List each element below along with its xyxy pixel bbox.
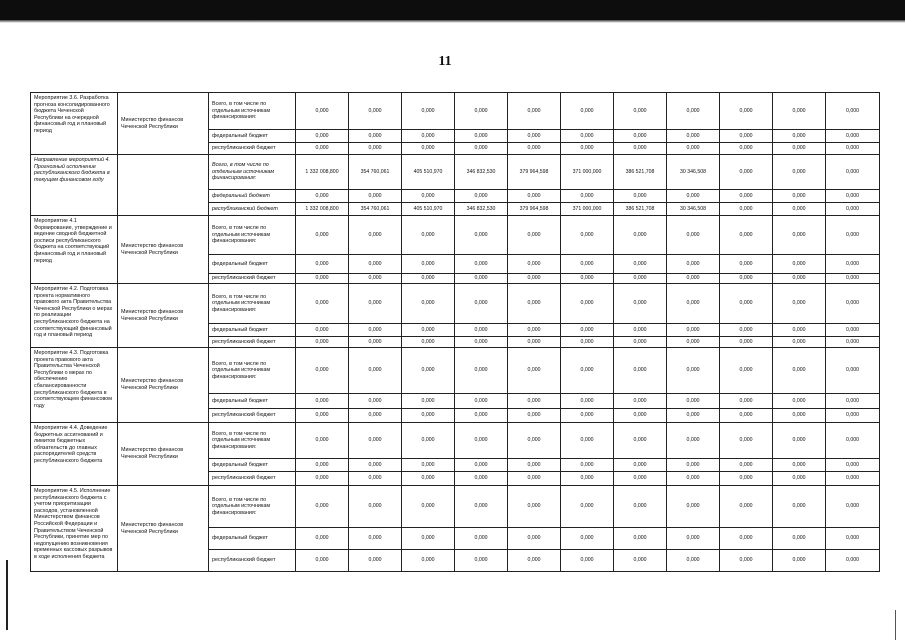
amount-cell: 0,000	[614, 486, 667, 528]
amount-cell: 405 510,970	[402, 203, 455, 216]
event-name-cell: Мероприятие 4.1 Формирование, утверждение и ведение сводной бюджетной росписи республиканского бюджета на соответствующий финансовый год и плановый период	[31, 216, 118, 284]
amount-cell: 371 000,000	[561, 155, 614, 190]
amount-cell: 0,000	[561, 423, 614, 459]
amount-cell: 379 964,598	[508, 203, 561, 216]
amount-cell: 0,000	[349, 130, 402, 143]
amount-cell: 0,000	[455, 93, 508, 130]
funding-source-cell: республиканский бюджет	[209, 550, 296, 572]
amount-cell: 0,000	[296, 528, 349, 550]
amount-cell: 346 832,530	[455, 155, 508, 190]
funding-source-cell: Всего, в том числе по отдельным источникам финансирования:	[209, 486, 296, 528]
funding-source-cell: республиканский бюджет	[209, 472, 296, 486]
amount-cell: 0,000	[614, 459, 667, 472]
amount-cell: 0,000	[614, 337, 667, 348]
amount-cell: 0,000	[402, 486, 455, 528]
amount-cell: 0,000	[720, 528, 773, 550]
amount-cell: 0,000	[508, 423, 561, 459]
amount-cell: 0,000	[402, 284, 455, 324]
amount-cell: 0,000	[667, 130, 720, 143]
executor-cell	[118, 155, 209, 216]
amount-cell: 0,000	[720, 348, 773, 394]
amount-cell: 0,000	[455, 255, 508, 274]
amount-cell: 0,000	[561, 486, 614, 528]
amount-cell: 0,000	[349, 324, 402, 337]
amount-cell: 386 521,708	[614, 203, 667, 216]
amount-cell: 0,000	[296, 274, 349, 284]
amount-cell: 0,000	[349, 550, 402, 572]
amount-cell: 0,000	[508, 337, 561, 348]
amount-cell: 0,000	[455, 284, 508, 324]
amount-cell: 0,000	[402, 550, 455, 572]
amount-cell: 0,000	[826, 337, 880, 348]
table-row	[31, 284, 880, 324]
amount-cell: 0,000	[349, 274, 402, 284]
amount-cell: 0,000	[773, 348, 826, 394]
table-row	[31, 423, 880, 459]
amount-cell: 0,000	[296, 143, 349, 155]
amount-cell: 0,000	[402, 528, 455, 550]
amount-cell: 0,000	[826, 190, 880, 203]
amount-cell: 0,000	[402, 190, 455, 203]
amount-cell: 0,000	[826, 203, 880, 216]
amount-cell: 0,000	[826, 284, 880, 324]
amount-cell: 30 346,508	[667, 155, 720, 190]
amount-cell: 0,000	[720, 255, 773, 274]
amount-cell: 0,000	[614, 550, 667, 572]
amount-cell: 30 346,508	[667, 203, 720, 216]
executor-cell: Министерство финансов Чеченской Республики	[118, 93, 209, 155]
amount-cell: 0,000	[349, 284, 402, 324]
funding-source-cell: Всего, в том числе по отдельным источникам финансирования:	[209, 216, 296, 255]
amount-cell: 0,000	[773, 93, 826, 130]
table-row	[31, 486, 880, 528]
amount-cell: 0,000	[349, 216, 402, 255]
amount-cell: 0,000	[455, 394, 508, 409]
page-number: 11	[438, 54, 452, 69]
amount-cell: 0,000	[826, 486, 880, 528]
amount-cell: 0,000	[614, 143, 667, 155]
scan-right-edge-mark	[895, 610, 896, 640]
amount-cell: 0,000	[508, 190, 561, 203]
amount-cell: 0,000	[667, 190, 720, 203]
table-row	[31, 93, 880, 130]
amount-cell: 0,000	[667, 486, 720, 528]
amount-cell: 0,000	[826, 550, 880, 572]
amount-cell: 0,000	[773, 324, 826, 337]
amount-cell: 0,000	[826, 472, 880, 486]
amount-cell: 0,000	[720, 550, 773, 572]
amount-cell: 0,000	[455, 337, 508, 348]
amount-cell: 0,000	[561, 284, 614, 324]
amount-cell: 0,000	[402, 459, 455, 472]
amount-cell: 0,000	[349, 486, 402, 528]
funding-source-cell: федеральный бюджет	[209, 130, 296, 143]
amount-cell: 0,000	[614, 423, 667, 459]
amount-cell: 0,000	[667, 284, 720, 324]
scan-top-border	[0, 0, 905, 20]
table-body	[31, 93, 880, 572]
amount-cell: 0,000	[773, 423, 826, 459]
amount-cell: 0,000	[826, 143, 880, 155]
amount-cell: 0,000	[455, 423, 508, 459]
event-name-cell: Мероприятие 4.2. Подготовка проекта нормативного правового акта Правительства Чеченской Республики о мерах по реализации республиканского бюджета на соответствующий финансовый год и плановый период	[31, 284, 118, 348]
amount-cell: 0,000	[296, 284, 349, 324]
amount-cell: 0,000	[455, 143, 508, 155]
amount-cell: 0,000	[508, 348, 561, 394]
amount-cell: 0,000	[720, 486, 773, 528]
funding-source-cell: федеральный бюджет	[209, 528, 296, 550]
funding-source-cell: федеральный бюджет	[209, 190, 296, 203]
amount-cell: 0,000	[773, 459, 826, 472]
amount-cell: 0,000	[402, 337, 455, 348]
amount-cell: 0,000	[561, 190, 614, 203]
amount-cell: 0,000	[561, 93, 614, 130]
amount-cell: 0,000	[349, 337, 402, 348]
amount-cell: 0,000	[402, 472, 455, 486]
amount-cell: 0,000	[826, 423, 880, 459]
amount-cell: 0,000	[296, 190, 349, 203]
amount-cell: 0,000	[720, 130, 773, 143]
executor-cell: Министерство финансов Чеченской Республики	[118, 486, 209, 572]
amount-cell: 0,000	[720, 337, 773, 348]
amount-cell: 0,000	[561, 459, 614, 472]
amount-cell: 0,000	[508, 409, 561, 423]
amount-cell: 0,000	[349, 190, 402, 203]
funding-source-cell: республиканский бюджет	[209, 203, 296, 216]
amount-cell: 0,000	[455, 348, 508, 394]
amount-cell: 0,000	[773, 550, 826, 572]
amount-cell: 0,000	[561, 394, 614, 409]
amount-cell: 0,000	[720, 394, 773, 409]
amount-cell: 0,000	[296, 550, 349, 572]
amount-cell: 0,000	[296, 337, 349, 348]
amount-cell: 354 760,061	[349, 203, 402, 216]
funding-source-cell: республиканский бюджет	[209, 143, 296, 155]
amount-cell: 0,000	[826, 394, 880, 409]
amount-cell: 0,000	[296, 130, 349, 143]
funding-source-cell: Всего, в том числе по отдельным источникам финансирования:	[209, 284, 296, 324]
amount-cell: 0,000	[720, 216, 773, 255]
amount-cell: 0,000	[826, 274, 880, 284]
amount-cell: 1 332 008,800	[296, 155, 349, 190]
amount-cell: 0,000	[508, 472, 561, 486]
amount-cell: 0,000	[826, 409, 880, 423]
amount-cell: 0,000	[720, 143, 773, 155]
amount-cell: 0,000	[826, 130, 880, 143]
amount-cell: 0,000	[455, 324, 508, 337]
amount-cell: 0,000	[508, 93, 561, 130]
amount-cell: 0,000	[667, 93, 720, 130]
amount-cell: 0,000	[349, 93, 402, 130]
amount-cell: 0,000	[720, 274, 773, 284]
amount-cell: 0,000	[349, 528, 402, 550]
amount-cell: 0,000	[296, 472, 349, 486]
amount-cell: 0,000	[296, 394, 349, 409]
amount-cell: 0,000	[508, 324, 561, 337]
amount-cell: 0,000	[826, 528, 880, 550]
amount-cell: 0,000	[667, 423, 720, 459]
executor-cell: Министерство финансов Чеченской Республики	[118, 284, 209, 348]
amount-cell: 0,000	[826, 216, 880, 255]
amount-cell: 0,000	[508, 274, 561, 284]
amount-cell: 0,000	[508, 394, 561, 409]
amount-cell: 0,000	[455, 190, 508, 203]
amount-cell: 0,000	[614, 409, 667, 423]
funding-source-cell: республиканский бюджет	[209, 409, 296, 423]
amount-cell: 0,000	[773, 143, 826, 155]
funding-source-cell: Всего, в том числе по отдельным источникам финансирования:	[209, 93, 296, 130]
funding-source-cell: республиканский бюджет	[209, 274, 296, 284]
amount-cell: 0,000	[561, 528, 614, 550]
amount-cell: 0,000	[508, 486, 561, 528]
amount-cell: 0,000	[349, 409, 402, 423]
amount-cell: 0,000	[296, 409, 349, 423]
amount-cell: 0,000	[720, 423, 773, 459]
amount-cell: 0,000	[561, 255, 614, 274]
table-row	[31, 216, 880, 255]
amount-cell: 0,000	[667, 143, 720, 155]
scan-top-border-shadow	[0, 20, 905, 23]
executor-cell: Министерство финансов Чеченской Республики	[118, 216, 209, 284]
amount-cell: 0,000	[773, 394, 826, 409]
amount-cell: 0,000	[455, 472, 508, 486]
amount-cell: 0,000	[296, 348, 349, 394]
amount-cell: 0,000	[296, 324, 349, 337]
amount-cell: 0,000	[455, 459, 508, 472]
amount-cell: 0,000	[667, 394, 720, 409]
amount-cell: 0,000	[773, 274, 826, 284]
amount-cell: 0,000	[614, 190, 667, 203]
amount-cell: 0,000	[826, 93, 880, 130]
amount-cell: 0,000	[773, 528, 826, 550]
amount-cell: 0,000	[614, 528, 667, 550]
funding-source-cell: федеральный бюджет	[209, 324, 296, 337]
amount-cell: 0,000	[826, 324, 880, 337]
amount-cell: 0,000	[773, 155, 826, 190]
amount-cell: 371 000,000	[561, 203, 614, 216]
amount-cell: 0,000	[614, 216, 667, 255]
amount-cell: 0,000	[402, 324, 455, 337]
amount-cell: 0,000	[561, 216, 614, 255]
amount-cell: 0,000	[614, 93, 667, 130]
amount-cell: 0,000	[667, 550, 720, 572]
amount-cell: 0,000	[508, 550, 561, 572]
amount-cell: 0,000	[773, 216, 826, 255]
amount-cell: 0,000	[349, 348, 402, 394]
amount-cell: 0,000	[561, 348, 614, 394]
amount-cell: 0,000	[402, 274, 455, 284]
amount-cell: 0,000	[296, 255, 349, 274]
funding-source-cell: Всего, в том числе по отдельным источникам финансирования:	[209, 423, 296, 459]
amount-cell: 0,000	[561, 472, 614, 486]
funding-source-cell: федеральный бюджет	[209, 459, 296, 472]
amount-cell: 379 964,598	[508, 155, 561, 190]
amount-cell: 0,000	[561, 130, 614, 143]
amount-cell: 0,000	[296, 216, 349, 255]
amount-cell: 0,000	[720, 472, 773, 486]
amount-cell: 0,000	[614, 324, 667, 337]
amount-cell: 0,000	[508, 284, 561, 324]
amount-cell: 0,000	[296, 93, 349, 130]
executor-cell: Министерство финансов Чеченской Республики	[118, 348, 209, 423]
event-name-cell: Мероприятие 4.4. Доведение бюджетных ассигнований и лимитов бюджетных обязательств до главных распорядителей средств республиканского бюджета	[31, 423, 118, 486]
amount-cell: 0,000	[667, 348, 720, 394]
amount-cell: 0,000	[826, 348, 880, 394]
amount-cell: 0,000	[402, 423, 455, 459]
amount-cell: 0,000	[402, 409, 455, 423]
amount-cell: 405 510,970	[402, 155, 455, 190]
amount-cell: 346 832,530	[455, 203, 508, 216]
table-row	[31, 348, 880, 394]
amount-cell: 0,000	[667, 324, 720, 337]
amount-cell: 0,000	[773, 472, 826, 486]
amount-cell: 0,000	[826, 459, 880, 472]
executor-cell: Министерство финансов Чеченской Республики	[118, 423, 209, 486]
amount-cell: 0,000	[614, 130, 667, 143]
amount-cell: 0,000	[296, 423, 349, 459]
event-name-cell: Направление мероприятий 4. Прогнозный исполнение республиканского бюджета в текущем финансовом году	[31, 155, 118, 216]
amount-cell: 0,000	[561, 337, 614, 348]
amount-cell: 0,000	[614, 284, 667, 324]
amount-cell: 0,000	[349, 459, 402, 472]
amount-cell: 0,000	[455, 274, 508, 284]
amount-cell: 386 521,708	[614, 155, 667, 190]
amount-cell: 0,000	[667, 472, 720, 486]
amount-cell: 0,000	[720, 284, 773, 324]
amount-cell: 0,000	[720, 93, 773, 130]
amount-cell: 0,000	[667, 274, 720, 284]
amount-cell: 0,000	[667, 528, 720, 550]
amount-cell: 0,000	[455, 409, 508, 423]
amount-cell: 0,000	[349, 255, 402, 274]
amount-cell: 0,000	[508, 130, 561, 143]
amount-cell: 0,000	[720, 190, 773, 203]
amount-cell: 0,000	[508, 255, 561, 274]
amount-cell: 0,000	[826, 155, 880, 190]
amount-cell: 0,000	[667, 409, 720, 423]
amount-cell: 0,000	[508, 459, 561, 472]
amount-cell: 0,000	[614, 348, 667, 394]
amount-cell: 0,000	[614, 394, 667, 409]
funding-source-cell: Всего, в том числе по отдельным источникам финансирования:	[209, 348, 296, 394]
event-name-cell: Мероприятие 4.3. Подготовка проекта правового акта Правительства Чеченской Республики о мерах по обеспечению сбалансированности республиканского бюджета в соответствующем финансовом году	[31, 348, 118, 423]
amount-cell: 0,000	[402, 255, 455, 274]
amount-cell: 0,000	[349, 472, 402, 486]
amount-cell: 354 760,061	[349, 155, 402, 190]
funding-source-cell: федеральный бюджет	[209, 255, 296, 274]
amount-cell: 0,000	[402, 348, 455, 394]
event-name-cell: Мероприятие 4.5. Исполнение республиканского бюджета с учетом приоритизации расходов, установленной Министерством финансов Российской Федерации и Правительством Чеченской Республики, принятие мер по недопущению возникновения временных кассовых разрывов в ходе исполнения бюджета	[31, 486, 118, 572]
amount-cell: 0,000	[667, 255, 720, 274]
amount-cell: 0,000	[614, 274, 667, 284]
amount-cell: 0,000	[667, 337, 720, 348]
amount-cell: 0,000	[508, 216, 561, 255]
amount-cell: 0,000	[561, 274, 614, 284]
budget-table	[30, 92, 880, 572]
table-row	[31, 155, 880, 190]
amount-cell: 0,000	[508, 528, 561, 550]
amount-cell: 0,000	[773, 190, 826, 203]
amount-cell: 0,000	[773, 130, 826, 143]
funding-source-cell: Всего, в том числе по отдельным источникам финансирования:	[209, 155, 296, 190]
amount-cell: 0,000	[773, 203, 826, 216]
amount-cell: 0,000	[561, 550, 614, 572]
funding-source-cell: федеральный бюджет	[209, 394, 296, 409]
amount-cell: 0,000	[826, 255, 880, 274]
amount-cell: 0,000	[508, 143, 561, 155]
amount-cell: 0,000	[296, 459, 349, 472]
amount-cell: 0,000	[402, 130, 455, 143]
amount-cell: 0,000	[455, 216, 508, 255]
amount-cell: 0,000	[773, 409, 826, 423]
amount-cell: 0,000	[614, 472, 667, 486]
amount-cell: 0,000	[561, 324, 614, 337]
event-name-cell: Мероприятие 3.6. Разработка прогноза консолидированного бюджета Чеченской Республики на очередной финансовый год и плановый период	[31, 93, 118, 155]
amount-cell: 0,000	[561, 143, 614, 155]
amount-cell: 0,000	[455, 486, 508, 528]
amount-cell: 0,000	[720, 409, 773, 423]
amount-cell: 0,000	[720, 155, 773, 190]
amount-cell: 0,000	[720, 459, 773, 472]
amount-cell: 1 332 008,800	[296, 203, 349, 216]
amount-cell: 0,000	[614, 255, 667, 274]
amount-cell: 0,000	[402, 143, 455, 155]
amount-cell: 0,000	[296, 486, 349, 528]
amount-cell: 0,000	[667, 459, 720, 472]
amount-cell: 0,000	[455, 550, 508, 572]
amount-cell: 0,000	[720, 324, 773, 337]
amount-cell: 0,000	[773, 486, 826, 528]
amount-cell: 0,000	[402, 93, 455, 130]
amount-cell: 0,000	[773, 284, 826, 324]
amount-cell: 0,000	[667, 216, 720, 255]
amount-cell: 0,000	[402, 394, 455, 409]
amount-cell: 0,000	[349, 394, 402, 409]
amount-cell: 0,000	[773, 255, 826, 274]
amount-cell: 0,000	[349, 423, 402, 459]
amount-cell: 0,000	[561, 409, 614, 423]
funding-source-cell: республиканский бюджет	[209, 337, 296, 348]
scan-left-edge-mark	[6, 560, 8, 630]
amount-cell: 0,000	[402, 216, 455, 255]
amount-cell: 0,000	[349, 143, 402, 155]
amount-cell: 0,000	[455, 130, 508, 143]
amount-cell: 0,000	[773, 337, 826, 348]
amount-cell: 0,000	[720, 203, 773, 216]
amount-cell: 0,000	[455, 528, 508, 550]
